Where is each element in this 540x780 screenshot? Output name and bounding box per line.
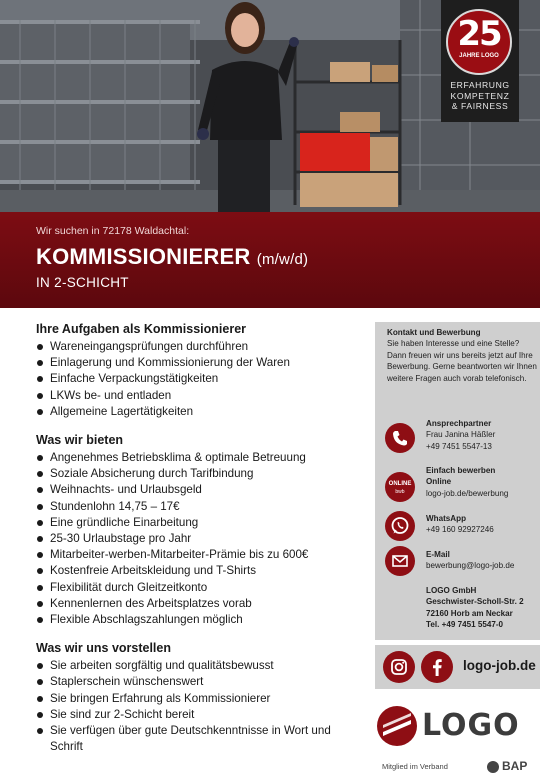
- list-item: Eine gründliche Einarbeitung: [36, 515, 361, 531]
- phone-label: Ansprechpartner: [426, 419, 492, 428]
- list-item: Einfache Verpackungstätigkeiten: [36, 371, 361, 387]
- membership-note: Mitglied im Verband: [382, 762, 448, 771]
- company-phone: Tel. +49 7451 5547-0: [426, 620, 504, 630]
- list-item: Stundenlohn 14,75 – 17€: [36, 499, 361, 515]
- badge-tagline-line: ERFAHRUNG: [450, 80, 510, 90]
- online-icon-text: ONLINE: [388, 481, 412, 487]
- list-item: Sie verfügen über gute Deutschkenntnisse in Wort und Schrift: [36, 723, 361, 755]
- list-item: Kennenlernen des Arbeitsplatzes vorab: [36, 596, 361, 612]
- contact-intro: [387, 327, 537, 384]
- online-details: [426, 465, 538, 499]
- section-heading: Ihre Aufgaben als Kommissionierer: [36, 322, 247, 336]
- list-item: Soziale Absicherung durch Tarifbindung: [36, 466, 361, 482]
- section-heading: Was wir bieten: [36, 433, 124, 448]
- badge-subtitle: JAHRE LOGO: [459, 53, 499, 59]
- job-details: [36, 322, 361, 768]
- whatsapp-label: WhatsApp: [426, 514, 467, 523]
- profile-list: [36, 658, 361, 755]
- phone-details: [426, 418, 538, 452]
- location-line: Wir suchen in 72178 Waldachtal:: [36, 225, 190, 237]
- badge-number: 25: [457, 14, 501, 54]
- company-address: [426, 585, 538, 631]
- job-title: [36, 244, 308, 270]
- section-profile: [36, 641, 361, 755]
- list-item: Mitarbeiter-werben-Mitarbeiter-Prämie bis zu 600€: [36, 547, 361, 563]
- whatsapp-details: [426, 513, 538, 536]
- email-details: [426, 549, 538, 572]
- online-label-2: Online: [426, 477, 452, 487]
- list-item: Flexible Abschlagszahlungen möglich: [36, 612, 361, 628]
- list-item: Allgemeine Lagertätigkeiten: [36, 404, 361, 420]
- offer-list: [36, 450, 361, 628]
- list-item: Wareneingangsprüfungen durchführen: [36, 339, 361, 355]
- shift-info: IN 2-SCHICHT: [36, 275, 129, 290]
- badge-tagline-line: KOMPETENZ: [450, 90, 510, 101]
- list-item: 25-30 Urlaubstage pro Jahr: [36, 531, 361, 547]
- contact-intro-text: Sie haben Interesse und eine Stelle? Dann freuen wir uns bereits jetzt auf Ihre Bewerbung. Gerne beantworten wir Ihnen weitere Fragen auch vorab telefonisch.: [387, 339, 537, 383]
- bap-logo-text: BAP: [502, 759, 528, 773]
- online-url[interactable]: logo-job.de/bewerbung: [426, 488, 509, 498]
- list-item: Angenehmes Betriebsklima & optimale Betreuung: [36, 450, 361, 466]
- badge-tagline: [441, 80, 519, 112]
- logo-text: LOGO: [422, 708, 520, 743]
- list-item: Sie bringen Erfahrung als Kommissionierer: [36, 691, 361, 707]
- social-bar: [375, 645, 540, 689]
- mail-icon: [385, 546, 415, 576]
- company-city: 72160 Horb am Neckar: [426, 608, 513, 618]
- list-item: Staplerschein wünschenswert: [36, 674, 361, 690]
- section-heading: Was wir uns vorstellen: [36, 641, 171, 656]
- website-link[interactable]: logo-job.de: [463, 658, 536, 673]
- anniversary-badge: [446, 9, 512, 75]
- company-name: LOGO GmbH: [426, 586, 477, 595]
- section-offer: [36, 433, 361, 628]
- company-logo: [376, 702, 531, 750]
- contact-heading: Kontakt und Bewerbung: [387, 328, 481, 337]
- list-item: Sie arbeiten sorgfältig und qualitätsbewusst: [36, 658, 361, 674]
- list-item: Weihnachts- und Urlaubsgeld: [36, 482, 361, 498]
- phone-icon: [385, 423, 415, 453]
- contact-person: Frau Janina Häßler: [426, 430, 496, 440]
- phone-number[interactable]: +49 7451 5547-13: [426, 441, 492, 451]
- online-icon-sub: bwb: [395, 489, 405, 495]
- task-list: [36, 339, 361, 420]
- contact-panel: [375, 322, 540, 640]
- list-item: Kostenfreie Arbeitskleidung und T-Shirts: [36, 563, 361, 579]
- online-label: Einfach bewerben: [426, 466, 496, 475]
- email-label: E-Mail: [426, 550, 450, 559]
- company-street: Geschwister-Scholl-Str. 2: [426, 597, 524, 607]
- bap-logo-mark: [487, 761, 499, 773]
- list-item: LKWs be- und entladen: [36, 388, 361, 404]
- badge-tagline-line: & FAIRNESS: [451, 101, 509, 111]
- title-band: [0, 212, 540, 308]
- online-apply-icon[interactable]: [385, 472, 415, 502]
- list-item: Sie sind zur 2-Schicht bereit: [36, 707, 361, 723]
- list-item: Einlagerung und Kommissionierung der Waren: [36, 355, 361, 371]
- section-tasks: [36, 322, 361, 420]
- whatsapp-number[interactable]: +49 160 92927246: [426, 525, 494, 535]
- job-title-text: KOMMISSIONIERER: [36, 244, 251, 269]
- list-item: Flexibilität durch Gleitzeitkonto: [36, 580, 361, 596]
- whatsapp-icon: [385, 511, 415, 541]
- gender-note: (m/w/d): [256, 251, 309, 268]
- facebook-icon[interactable]: [421, 651, 453, 683]
- instagram-icon[interactable]: [383, 651, 415, 683]
- email-address[interactable]: bewerbung@logo-job.de: [426, 561, 515, 571]
